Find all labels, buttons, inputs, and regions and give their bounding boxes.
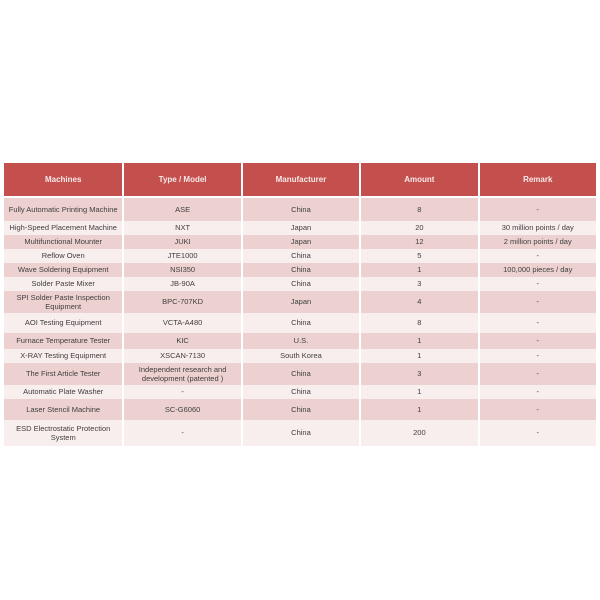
table-cell: - [478, 249, 596, 263]
table-cell: 5 [359, 249, 477, 263]
table-cell: South Korea [241, 349, 359, 363]
table-cell: 1 [359, 385, 477, 399]
table-cell: China [241, 420, 359, 446]
table-cell: The First Article Tester [25, 369, 101, 379]
table-cell: 1 [359, 399, 477, 420]
table-cell: VCTA-A480 [122, 313, 240, 333]
table-cell: ASE [122, 198, 240, 221]
table-header-row [4, 163, 596, 198]
table-cell: 20 [359, 221, 477, 235]
table-cell: ESD Electrostatic Protection System [16, 423, 111, 442]
table-cell: Japan [241, 291, 359, 313]
table-cell: SPI Solder Paste Inspection Equipment [16, 292, 110, 311]
table-cell: - [122, 420, 240, 446]
table-cell: China [241, 313, 359, 333]
table-cell: NSI350 [122, 263, 240, 277]
table-cell: KIC [122, 333, 240, 349]
table-row [4, 420, 596, 446]
table-cell: - [478, 420, 596, 446]
table-cell: JUKI [122, 235, 240, 249]
table-cell: China [241, 363, 359, 385]
table-row [4, 198, 596, 221]
table-cell: U.S. [241, 333, 359, 349]
table-row [4, 291, 596, 313]
equipment-table [4, 163, 596, 446]
column-header-amount: Amount [359, 163, 477, 196]
table-cell: Reflow Oven [41, 251, 85, 261]
table-row [4, 277, 596, 291]
table-cell: Solder Paste Mixer [31, 279, 95, 289]
table-cell: SC-G6060 [122, 399, 240, 420]
table-cell: - [478, 333, 596, 349]
table-cell: 200 [359, 420, 477, 446]
table-cell: 8 [359, 198, 477, 221]
table-cell: Automatic Plate Washer [23, 387, 104, 397]
table-row [4, 235, 596, 249]
table-cell: - [478, 349, 596, 363]
table-cell: 4 [359, 291, 477, 313]
table-cell: JTE1000 [122, 249, 240, 263]
table-cell: Furnace Temperature Tester [16, 336, 111, 346]
table-cell: - [478, 363, 596, 385]
table-cell: China [241, 277, 359, 291]
table-cell: Laser Stencil Machine [26, 404, 101, 414]
table-row [4, 221, 596, 235]
table-cell: Japan [241, 221, 359, 235]
table-cell: 2 million points / day [478, 235, 596, 249]
table-cell: 1 [359, 263, 477, 277]
table-cell: High-Speed Placement Machine [9, 223, 117, 233]
column-header-remark: Remark [478, 163, 596, 196]
table-row [4, 263, 596, 277]
table-cell: 100,000 pieces / day [478, 263, 596, 277]
table-cell: China [241, 385, 359, 399]
table-cell: - [478, 198, 596, 221]
table-cell: 8 [359, 313, 477, 333]
table-cell: - [478, 399, 596, 420]
table-row [4, 399, 596, 420]
table-cell: XSCAN-7130 [122, 349, 240, 363]
table-cell: China [241, 263, 359, 277]
column-header-machines: Machines [44, 174, 82, 184]
table-cell: NXT [122, 221, 240, 235]
table-row [4, 363, 596, 385]
table-cell: Japan [241, 235, 359, 249]
table-cell: 12 [359, 235, 477, 249]
table-row [4, 313, 596, 333]
table-cell: China [241, 198, 359, 221]
table-cell: Independent research and development (patented ) [122, 363, 240, 385]
table-cell: Multifunctional Mounter [24, 237, 102, 247]
table-cell: BPC-707KD [122, 291, 240, 313]
table-cell: Fully Automatic Printing Machine [8, 204, 118, 214]
column-header-type-model: Type / Model [122, 163, 240, 196]
table-cell: - [122, 385, 240, 399]
table-cell: 3 [359, 363, 477, 385]
table-row [4, 385, 596, 399]
table-cell: 3 [359, 277, 477, 291]
column-header-manufacturer: Manufacturer [241, 163, 359, 196]
table-cell: - [478, 385, 596, 399]
table-cell: 30 million points / day [478, 221, 596, 235]
table-row [4, 249, 596, 263]
table-cell: AOI Testing Equipment [24, 318, 102, 328]
table-cell: China [241, 249, 359, 263]
table-cell: Wave Soldering Equipment [17, 265, 109, 275]
table-cell: X-RAY Testing Equipment [20, 351, 107, 361]
table-cell: - [478, 291, 596, 313]
table-body [4, 198, 596, 446]
table-cell: - [478, 313, 596, 333]
table-cell: - [478, 277, 596, 291]
table-row [4, 349, 596, 363]
table-row [4, 333, 596, 349]
table-cell: 1 [359, 333, 477, 349]
table-cell: China [241, 399, 359, 420]
table-cell: JB-90A [122, 277, 240, 291]
table-cell: 1 [359, 349, 477, 363]
